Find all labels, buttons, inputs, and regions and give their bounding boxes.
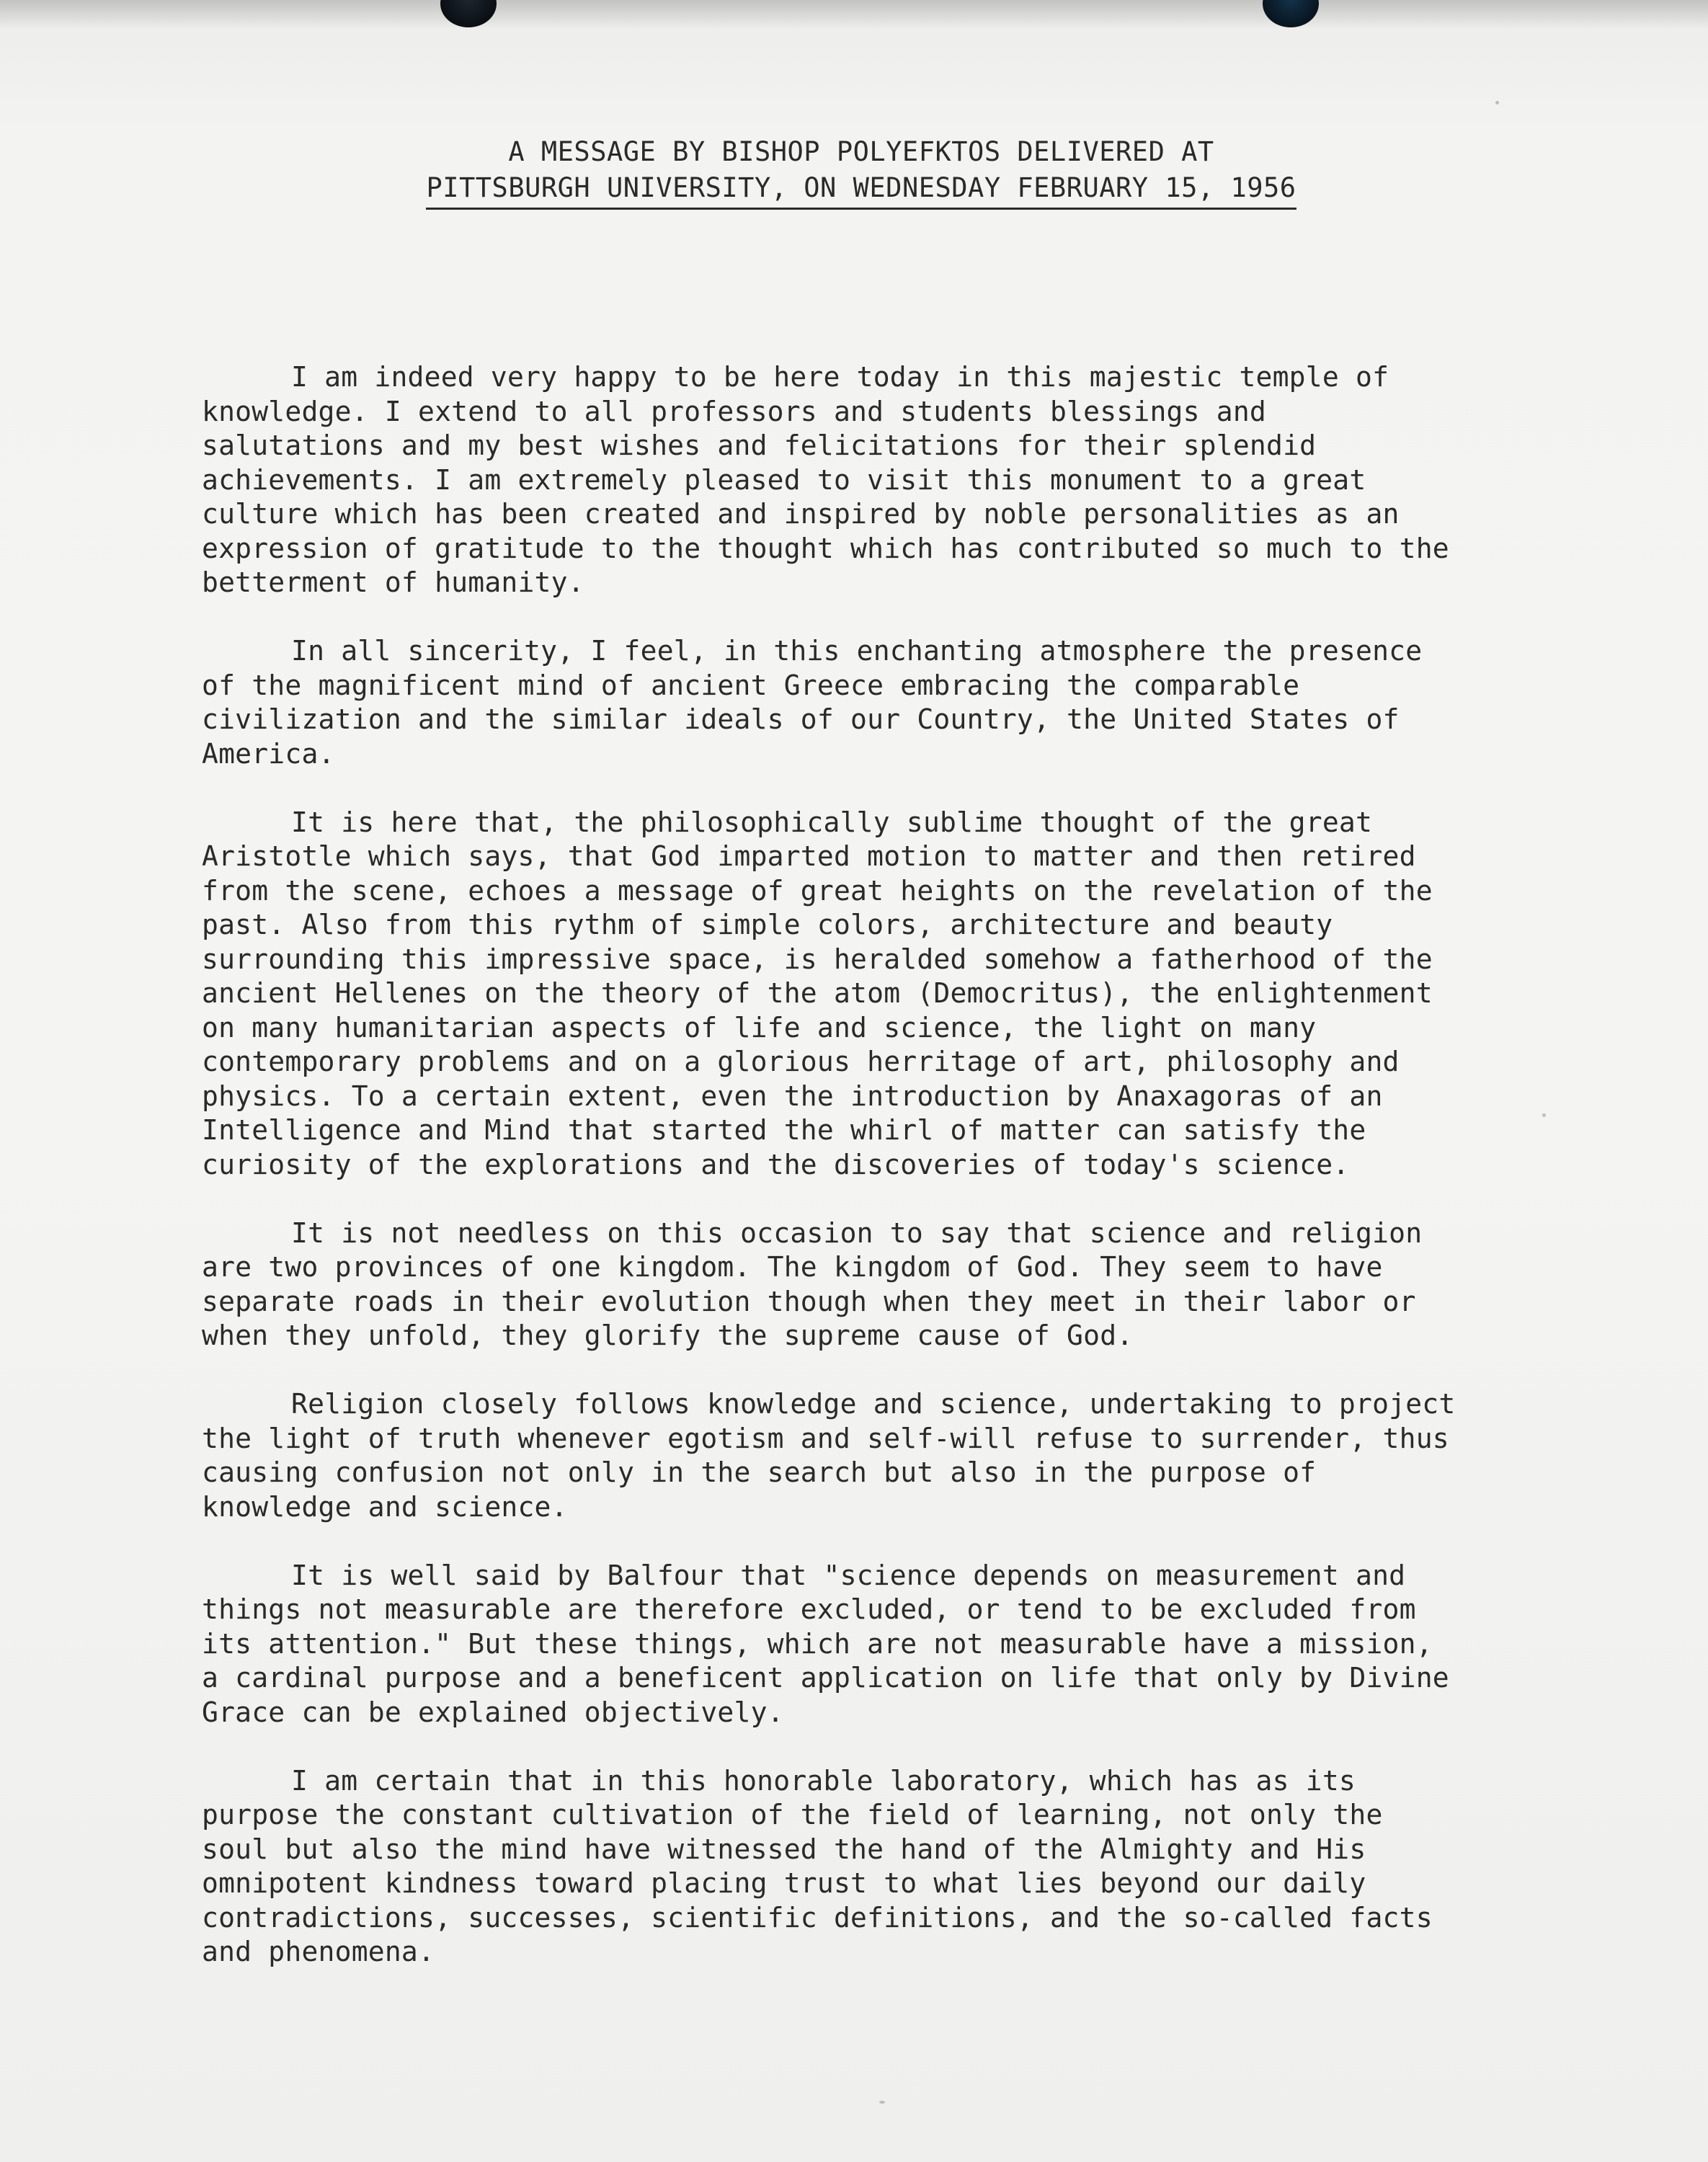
document-title bbox=[400, 134, 1322, 210]
binder-hole-left bbox=[440, 0, 497, 27]
paragraph-4: It is not needless on this occasion to say that science and religion are two provinces of one kingdom. The kingdom of God. They seem to have separate roads in their evolution though when they meet in their labor or when they unfold, they glorify the supreme cause of God. bbox=[202, 1216, 1423, 1351]
binder-hole-right bbox=[1263, 0, 1319, 27]
paper-speck bbox=[1495, 101, 1499, 104]
paragraph-1: I am indeed very happy to be here today in this majestic temple of knowledge. I extend to all professors and students blessings and salutations and my best wishes and felicitations for their splendid achievements. I am extremely pleased to visit this monument to a great culture which has been created and inspired by noble personalities as an expression of gratitude to the thought which has contributed so much to the betterment of humanity. bbox=[202, 361, 1449, 598]
title-line-2: PITTSBURGH UNIVERSITY, ON WEDNESDAY FEBRUARY 15, 1956 bbox=[426, 170, 1296, 210]
paragraph-2: In all sincerity, I feel, in this enchanting atmosphere the presence of the magnificent mind of ancient Greece embracing the comparable civilization and the similar ideals of our Country, the United States of America. bbox=[202, 635, 1423, 770]
document-body bbox=[202, 360, 1463, 2003]
paragraph-3: It is here that, the philosophically sublime thought of the great Aristotle which says, that God imparted motion to matter and then retired from the scene, echoes a message of great heights on the revelation of the past. Also from this rythm of simple colors, architecture and beauty surrounding this impressive space, is heralded somehow a fatherhood of the ancient Hellenes on the theory of the atom (Democritus), the enlightenment on many humanitarian aspects of life and science, the light on many contemporary problems and on a glorious herritage of art, philosophy and physics. To a certain extent, even the introduction by Anaxagoras of an Intelligence and Mind that started the whirl of matter can satisfy the curiosity of the explorations and the discoveries of today's science. bbox=[202, 806, 1433, 1180]
paper-speck bbox=[879, 2101, 885, 2104]
paper-speck bbox=[1542, 1113, 1546, 1117]
paragraph-7: I am certain that in this honorable laboratory, which has as its purpose the constant cultivation of the field of learning, not only the soul but also the mind have witnessed the hand of the Almighty and His omnipotent kindness toward placing trust to what lies beyond our daily contradictions, successes, scientific definitions, and the so-called facts and phenomena. bbox=[202, 1764, 1433, 1967]
paragraph-5: Religion closely follows knowledge and science, undertaking to project the light of truth whenever egotism and self-will refuse to surrender, thus causing confusion not only in the search but also in the purpose of knowledge and science. bbox=[202, 1388, 1456, 1523]
title-line-1: A MESSAGE BY BISHOP POLYEFKTOS DELIVERED AT bbox=[508, 136, 1214, 167]
paragraph-6: It is well said by Balfour that "science depends on measurement and things not measurable are therefore excluded, or tend to be excluded from its attention." But these things, which are not measurable have a mission, a cardinal purpose and a beneficent application on life that only by Divine Grace can be explained objectively. bbox=[202, 1559, 1449, 1728]
